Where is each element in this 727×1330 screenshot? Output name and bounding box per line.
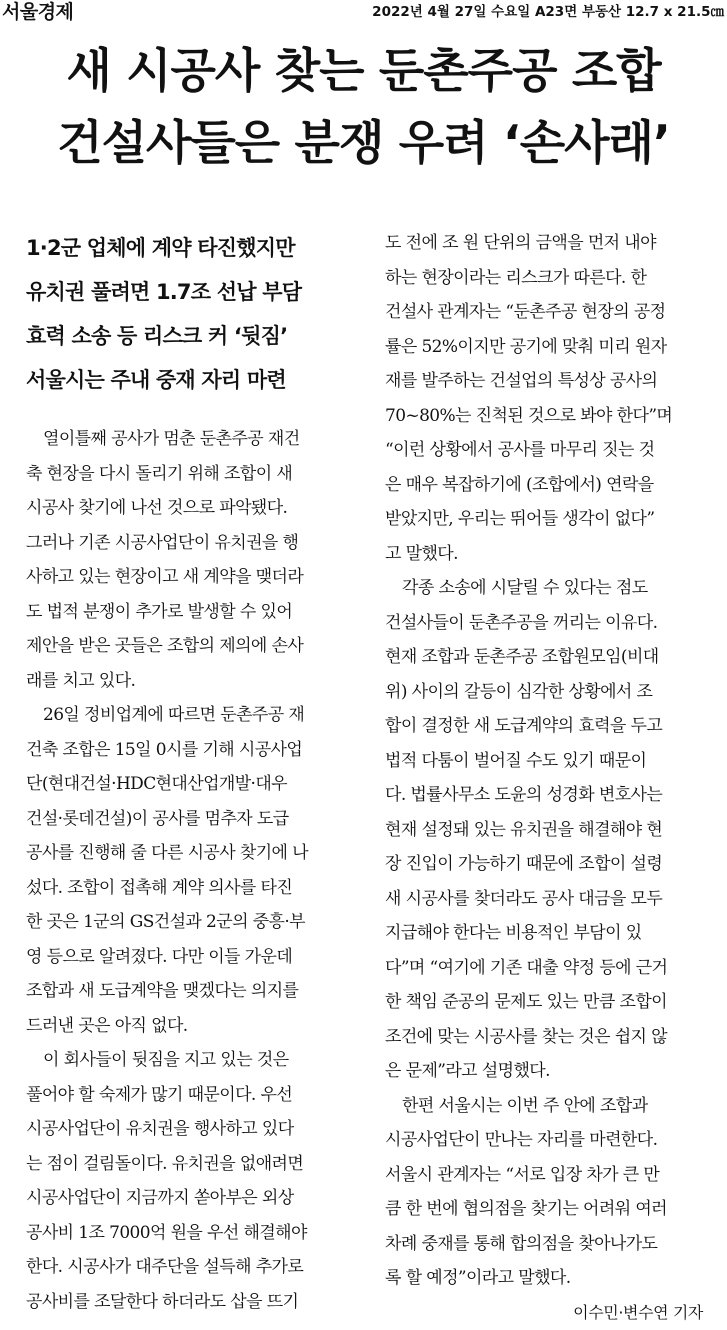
body-line: 조건에 맞는 시공사를 찾는 것은 쉽지 않 xyxy=(385,1026,667,1047)
body-line: 열이틀째 공사가 멈춘 둔촌주공 재건 xyxy=(43,429,300,449)
headline-line-1: 새 시공사 찾는 둔촌주공 조합 xyxy=(66,44,661,99)
body-line: 시공사업단이 만나는 자리를 마련한다. xyxy=(385,1130,658,1150)
body-line: 법적 다툼이 벌어질 수도 있기 때문이 xyxy=(385,750,647,771)
body-line: 섰다. 조합이 접촉해 계약 의사를 타진 xyxy=(26,877,293,898)
body-line: 현재 조합과 둔촌주공 조합원모임(비대 xyxy=(385,647,659,667)
body-line: 사하고 있는 현장이고 새 계약을 맺더라 xyxy=(26,567,304,587)
body-line: 한다. 시공사가 대주단을 설득해 추가로 xyxy=(26,1257,304,1277)
headline-line-2: 건설사들은 분쟁 우려 ‘손사래’ xyxy=(57,116,670,171)
body-line: 위) 사이의 갈등이 심각한 상황에서 조 xyxy=(385,681,653,702)
body-paragraph xyxy=(26,422,353,698)
body-line: 한편 서울시는 이번 주 안에 조합과 xyxy=(402,1095,648,1116)
subheadline: 효력 소송 등 리스크 커 ‘뒷짐’ xyxy=(26,324,288,348)
body-line: 시공사업단이 유치권을 행사하고 있다 xyxy=(26,1119,294,1139)
article-column-right xyxy=(385,226,703,1330)
publication-name: 서울경제 xyxy=(2,1,74,23)
body-line: 지급해야 한다는 비용적인 부담이 있 xyxy=(385,923,642,943)
body-line: 재를 발주하는 건설업의 특성상 공사의 xyxy=(385,371,658,391)
body-line: 새 시공사를 찾더라도 공사 대금을 모두 xyxy=(385,888,663,909)
body-line: 70~80%는 진척된 것으로 봐야 한다”며 xyxy=(385,405,673,426)
body-line: 건축 조합은 15일 0시를 기해 시공사업 xyxy=(26,739,303,760)
body-line: 은 매우 복잡하기에 (조합에서) 연락을 xyxy=(385,474,654,495)
subheadline: 유치권 풀려면 1.7조 선납 부담 xyxy=(26,280,302,304)
body-line: 공사비를 조달한다 하더라도 삽을 뜨기 xyxy=(26,1291,299,1312)
subheadline: 서울시는 주내 중재 자리 마련 xyxy=(26,368,286,392)
body-line: 고 말했다. xyxy=(385,543,458,564)
body-line: 그러나 기존 시공사업단이 유치권을 행 xyxy=(26,532,299,553)
article-column-left xyxy=(26,226,353,1319)
body-line: 래를 치고 있다. xyxy=(26,670,136,691)
body-line: 큼 한 번에 협의점을 찾기는 어려워 여러 xyxy=(385,1199,667,1219)
body-line: 차례 중재를 통해 합의점을 찾아나가도 xyxy=(385,1233,658,1254)
body-line: 단(현대건설·HDC현대산업개발·대우 xyxy=(26,774,287,794)
body-line: 다. 법률사무소 도윤의 성경화 변호사는 xyxy=(385,785,663,805)
body-line: 시공사 찾기에 나선 것으로 파악됐다. xyxy=(26,498,288,518)
body-line: 풀어야 할 숙제가 많기 때문이다. 우선 xyxy=(26,1084,293,1105)
body-line: 각종 소송에 시달릴 수 있다는 점도 xyxy=(402,578,648,598)
body-line: 다”며 “여기에 기존 대출 약정 등에 근거 xyxy=(385,957,668,978)
body-line: 률은 52%이지만 공기에 맞춰 미리 원자 xyxy=(385,336,667,357)
body-paragraph xyxy=(385,226,703,571)
body-line: 한 책임 준공의 문제도 있는 만큼 조합이 xyxy=(385,992,667,1012)
body-line: 제안을 받은 곳들은 조합의 제의에 손사 xyxy=(26,636,304,656)
body-line: 현재 설정돼 있는 유치권을 해결해야 현 xyxy=(385,819,663,840)
body-line: 축 현장을 다시 돌리기 위해 조합이 새 xyxy=(26,463,293,484)
body-line: 서울시 관계자는 “서로 입장 차가 큰 만 xyxy=(385,1164,660,1185)
body-line: 드러낸 곳은 아직 없다. xyxy=(26,1015,188,1036)
body-line: 는 점이 걸림돌이다. 유치권을 없애려면 xyxy=(26,1153,304,1174)
body-line: 조합과 새 도급계약을 맺겠다는 의지를 xyxy=(26,981,299,1001)
body-line: 도 전에 조 원 단위의 금액을 먼저 내야 xyxy=(385,233,656,253)
body-line: “이런 상황에서 공사를 마무리 짓는 것 xyxy=(385,440,655,460)
edition-info: 2022년 4월 27일 수요일 A23면 부동산 12.7 x 21.5㎝ xyxy=(372,4,724,20)
body-line: 건설사들이 둔촌주공을 꺼리는 이유다. xyxy=(385,612,658,633)
body-paragraph xyxy=(385,571,703,1089)
headline xyxy=(0,36,727,180)
body-line: 건설사 관계자는 “둔촌주공 현장의 공정 xyxy=(385,302,666,322)
subheadline-block xyxy=(26,226,353,402)
body-line: 록 할 예정”이라고 말했다. xyxy=(385,1268,571,1288)
body-line: 장 진입이 가능하기 때문에 조합이 설령 xyxy=(385,854,663,874)
body-line: 26일 정비업계에 따르면 둔촌주공 재 xyxy=(43,705,305,725)
body-line: 시공사업단이 지금까지 쏟아부은 외상 xyxy=(26,1188,294,1208)
body-line: 공사비 1조 7000억 원을 우선 해결해야 xyxy=(26,1222,307,1243)
body-line: 은 문제”라고 설명했다. xyxy=(385,1061,550,1081)
subheadline: 1·2군 업체에 계약 타진했지만 xyxy=(26,236,295,260)
body-paragraph xyxy=(26,698,353,1043)
body-line: 한 곳은 1군의 GS건설과 2군의 중흥·부 xyxy=(26,912,305,932)
byline: 이수민·변수연 기자 xyxy=(573,1302,703,1322)
body-line: 건설·롯데건설)이 공사를 멈추자 도급 xyxy=(26,808,289,829)
body-line: 받았지만, 우리는 뛰어들 생각이 없다” xyxy=(385,509,655,529)
body-paragraph xyxy=(26,1043,353,1319)
body-line: 공사를 진행해 줄 다른 시공사 찾기에 나 xyxy=(26,843,308,863)
body-line: 하는 현장이라는 리스크가 따른다. 한 xyxy=(385,267,647,288)
body-line: 합이 결정한 새 도급계약의 효력을 두고 xyxy=(385,716,663,736)
body-line: 영 등으로 알려졌다. 다만 이들 가운데 xyxy=(26,946,293,967)
body-paragraph xyxy=(385,1089,703,1296)
body-line: 이 회사들이 뒷짐을 지고 있는 것은 xyxy=(43,1050,289,1070)
page-header xyxy=(0,0,727,26)
body-line: 도 법적 분쟁이 추가로 발생할 수 있어 xyxy=(26,601,293,622)
